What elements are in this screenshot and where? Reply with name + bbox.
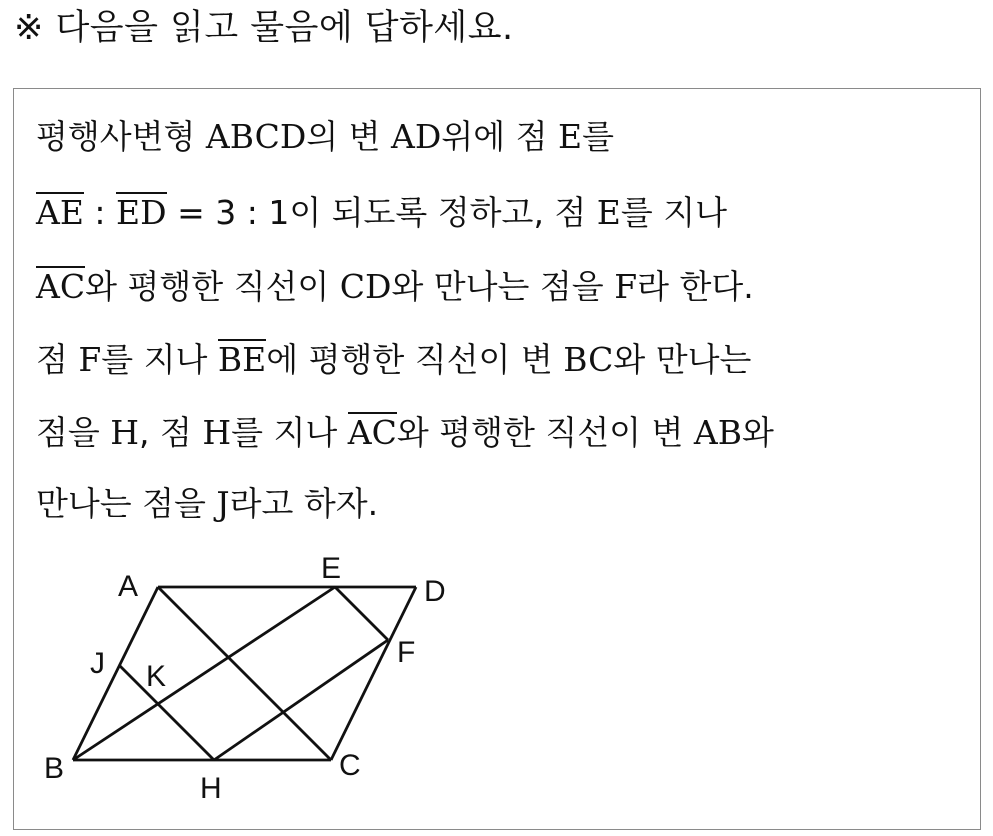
problem-text: 평행사변형: [36, 117, 206, 156]
problem-text: 와 만나는: [613, 340, 752, 379]
problem-text: , 점: [139, 413, 203, 452]
instruction-text: ※ 다음을 읽고 물음에 답하세요.: [14, 8, 514, 48]
math-term: F: [614, 267, 638, 306]
segment-be: [73, 587, 335, 760]
segment-overline-ac: AC: [347, 413, 397, 452]
label-c: C: [339, 749, 361, 782]
math-term: BC: [563, 340, 614, 379]
problem-text: :: [83, 193, 117, 232]
math-term: J: [216, 484, 230, 523]
segment-overline-ed: ED: [116, 193, 167, 232]
segment-hj: [119, 665, 214, 760]
label-a: A: [118, 570, 139, 603]
problem-text: 의 변: [306, 117, 392, 156]
math-term: AD: [391, 117, 442, 156]
problem-text: 에 평행한 직선이 변: [266, 340, 564, 379]
problem-text: 와: [741, 413, 774, 452]
segment-overline-ac: AC: [36, 267, 86, 306]
math-term: AB: [693, 413, 742, 452]
problem-text: 를 지나: [231, 413, 348, 452]
math-term: H: [202, 413, 232, 452]
problem-text: 위에 점: [441, 117, 558, 156]
segment-ac: [158, 587, 331, 760]
problem-text: 만나는 점을: [36, 484, 217, 523]
problem-text: = 3 : 1이 되도록 정하고, 점: [166, 193, 597, 232]
math-term: E: [596, 193, 621, 232]
problem-text: 와 평행한 직선이 변: [396, 413, 694, 452]
math-term: F: [78, 340, 102, 379]
problem-text: 라고 하자.: [229, 484, 379, 523]
problem-text: 와 평행한 직선이: [85, 267, 340, 306]
problem-text: 를 지나: [620, 193, 728, 232]
label-d: D: [424, 575, 446, 608]
math-term: H: [110, 413, 140, 452]
problem-text: 를: [582, 117, 614, 156]
label-j: J: [90, 647, 105, 680]
label-e: E: [321, 552, 342, 585]
problem-text: 점: [36, 340, 79, 379]
segment-ef: [335, 587, 388, 640]
segment-overline-ae: AE: [36, 193, 84, 232]
math-term: E: [557, 117, 583, 156]
segment-dc: [331, 587, 416, 760]
segment-overline-be: BE: [217, 340, 267, 379]
problem-text: 와 만나는 점을: [391, 267, 615, 306]
math-term: CD: [339, 267, 392, 306]
label-b: B: [44, 752, 65, 785]
math-term: ABCD: [205, 117, 307, 156]
problem-text: 를 지나: [101, 340, 218, 379]
problem-text: 점을: [36, 413, 111, 452]
problem-text: 라 한다.: [637, 267, 754, 306]
label-k: K: [146, 660, 167, 693]
label-h: H: [200, 772, 222, 805]
label-f: F: [397, 636, 416, 669]
